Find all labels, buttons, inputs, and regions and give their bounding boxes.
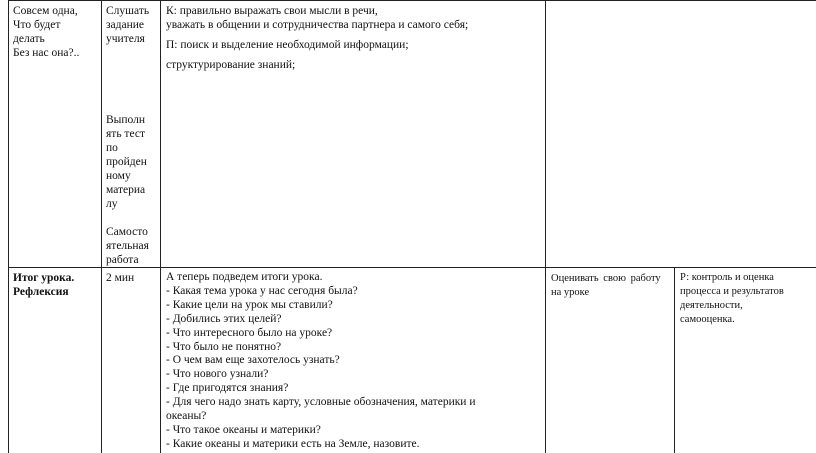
row2-teacher-line: - Какая тема урока у нас сегодня была? (166, 284, 358, 297)
row1-activity-top (106, 4, 159, 46)
table-col-divider-3 (545, 0, 546, 453)
row2-student-line: на уроке (551, 287, 590, 298)
table-row-divider (8, 267, 816, 268)
row1-activity-line: материа (106, 184, 146, 196)
row1-activity-line: учителя (106, 33, 145, 45)
row1-stage-line: Совсем одна, (13, 5, 78, 17)
row2-student-cell (551, 272, 671, 300)
table-col-divider-1 (101, 0, 102, 453)
row2-teacher-line: - Добились этих целей? (166, 312, 282, 325)
row1-uud-line: уважать в общении и сотрудничества партнера и самого себя; (166, 19, 469, 31)
row1-uud-line: П: поиск и выделение необходимой информации; (166, 39, 409, 51)
row1-uud-line: структурирование знаний; (166, 59, 296, 71)
row1-activity-line: задание (106, 19, 145, 31)
row1-stage-line: Что будет (13, 19, 61, 31)
row1-activity-line: по (106, 142, 118, 154)
row2-uud-line: Р: контроль и оценка (680, 272, 774, 283)
row2-stage-line: Итог урока. (13, 272, 75, 284)
row2-teacher-cell (166, 271, 541, 452)
row2-teacher-line: - Для чего надо знать карту, условные обозначения, материки и (166, 396, 476, 409)
row1-activity-line: работа (106, 254, 139, 266)
row1-stage-line: Без нас она?.. (13, 47, 80, 59)
row2-uud-line: деятельности, (680, 300, 743, 311)
row1-activity-bottom (106, 113, 159, 267)
row2-teacher-line: - О чем вам еще захотелось узнать? (166, 354, 340, 367)
table-col-divider-2 (160, 0, 161, 453)
table-rule-top (8, 0, 816, 1)
table-col-divider-4 (674, 267, 675, 453)
row2-uud-line: самооценка. (680, 314, 735, 325)
row2-stage-cell (13, 271, 99, 299)
table-border-left (8, 0, 9, 453)
row2-teacher-line: - Что было не понятно? (166, 340, 282, 353)
row2-student-line: Оценивать свою работу (551, 273, 661, 284)
row1-uud-cell (166, 4, 541, 72)
row2-teacher-line: - Что интересного было на уроке? (166, 326, 333, 339)
row2-stage-line: Рефлексия (13, 286, 69, 298)
row2-uud-cell (680, 271, 814, 327)
row1-activity-line: ному (106, 170, 131, 182)
row2-time: 2 мин (106, 272, 135, 284)
row1-activity-line: ятельная (106, 240, 149, 252)
row2-teacher-line: А теперь подведем итоги урока. (166, 271, 323, 283)
row1-activity-line: Слушать (106, 5, 150, 17)
row1-activity-line: пройден (106, 156, 147, 168)
row1-activity-line: лу (106, 198, 118, 210)
row2-uud-line: процесса и результатов (680, 286, 784, 297)
row2-teacher-line: - Какие океаны и материки есть на Земле, назовите. (166, 437, 420, 450)
row2-teacher-line: - Какие цели на урок мы ставили? (166, 298, 333, 311)
row1-stage-line: делать (13, 33, 45, 45)
row2-teacher-line: - Что нового узнали? (166, 368, 269, 381)
row1-activity-line: Самосто (106, 226, 148, 238)
row2-time-cell (106, 271, 159, 285)
row2-teacher-line: - Что такое океаны и материки? (166, 423, 321, 436)
row1-activity-line: Выполн (106, 114, 146, 126)
row1-activity-line (106, 211, 159, 225)
row1-stage-cell (13, 4, 99, 60)
row2-teacher-line: - Где пригодятся знания? (166, 382, 289, 395)
row2-teacher-line: океаны? (166, 410, 207, 423)
row1-uud-line: К: правильно выражать свои мысли в речи, (166, 5, 378, 17)
row1-activity-line: ять тест (106, 128, 145, 140)
